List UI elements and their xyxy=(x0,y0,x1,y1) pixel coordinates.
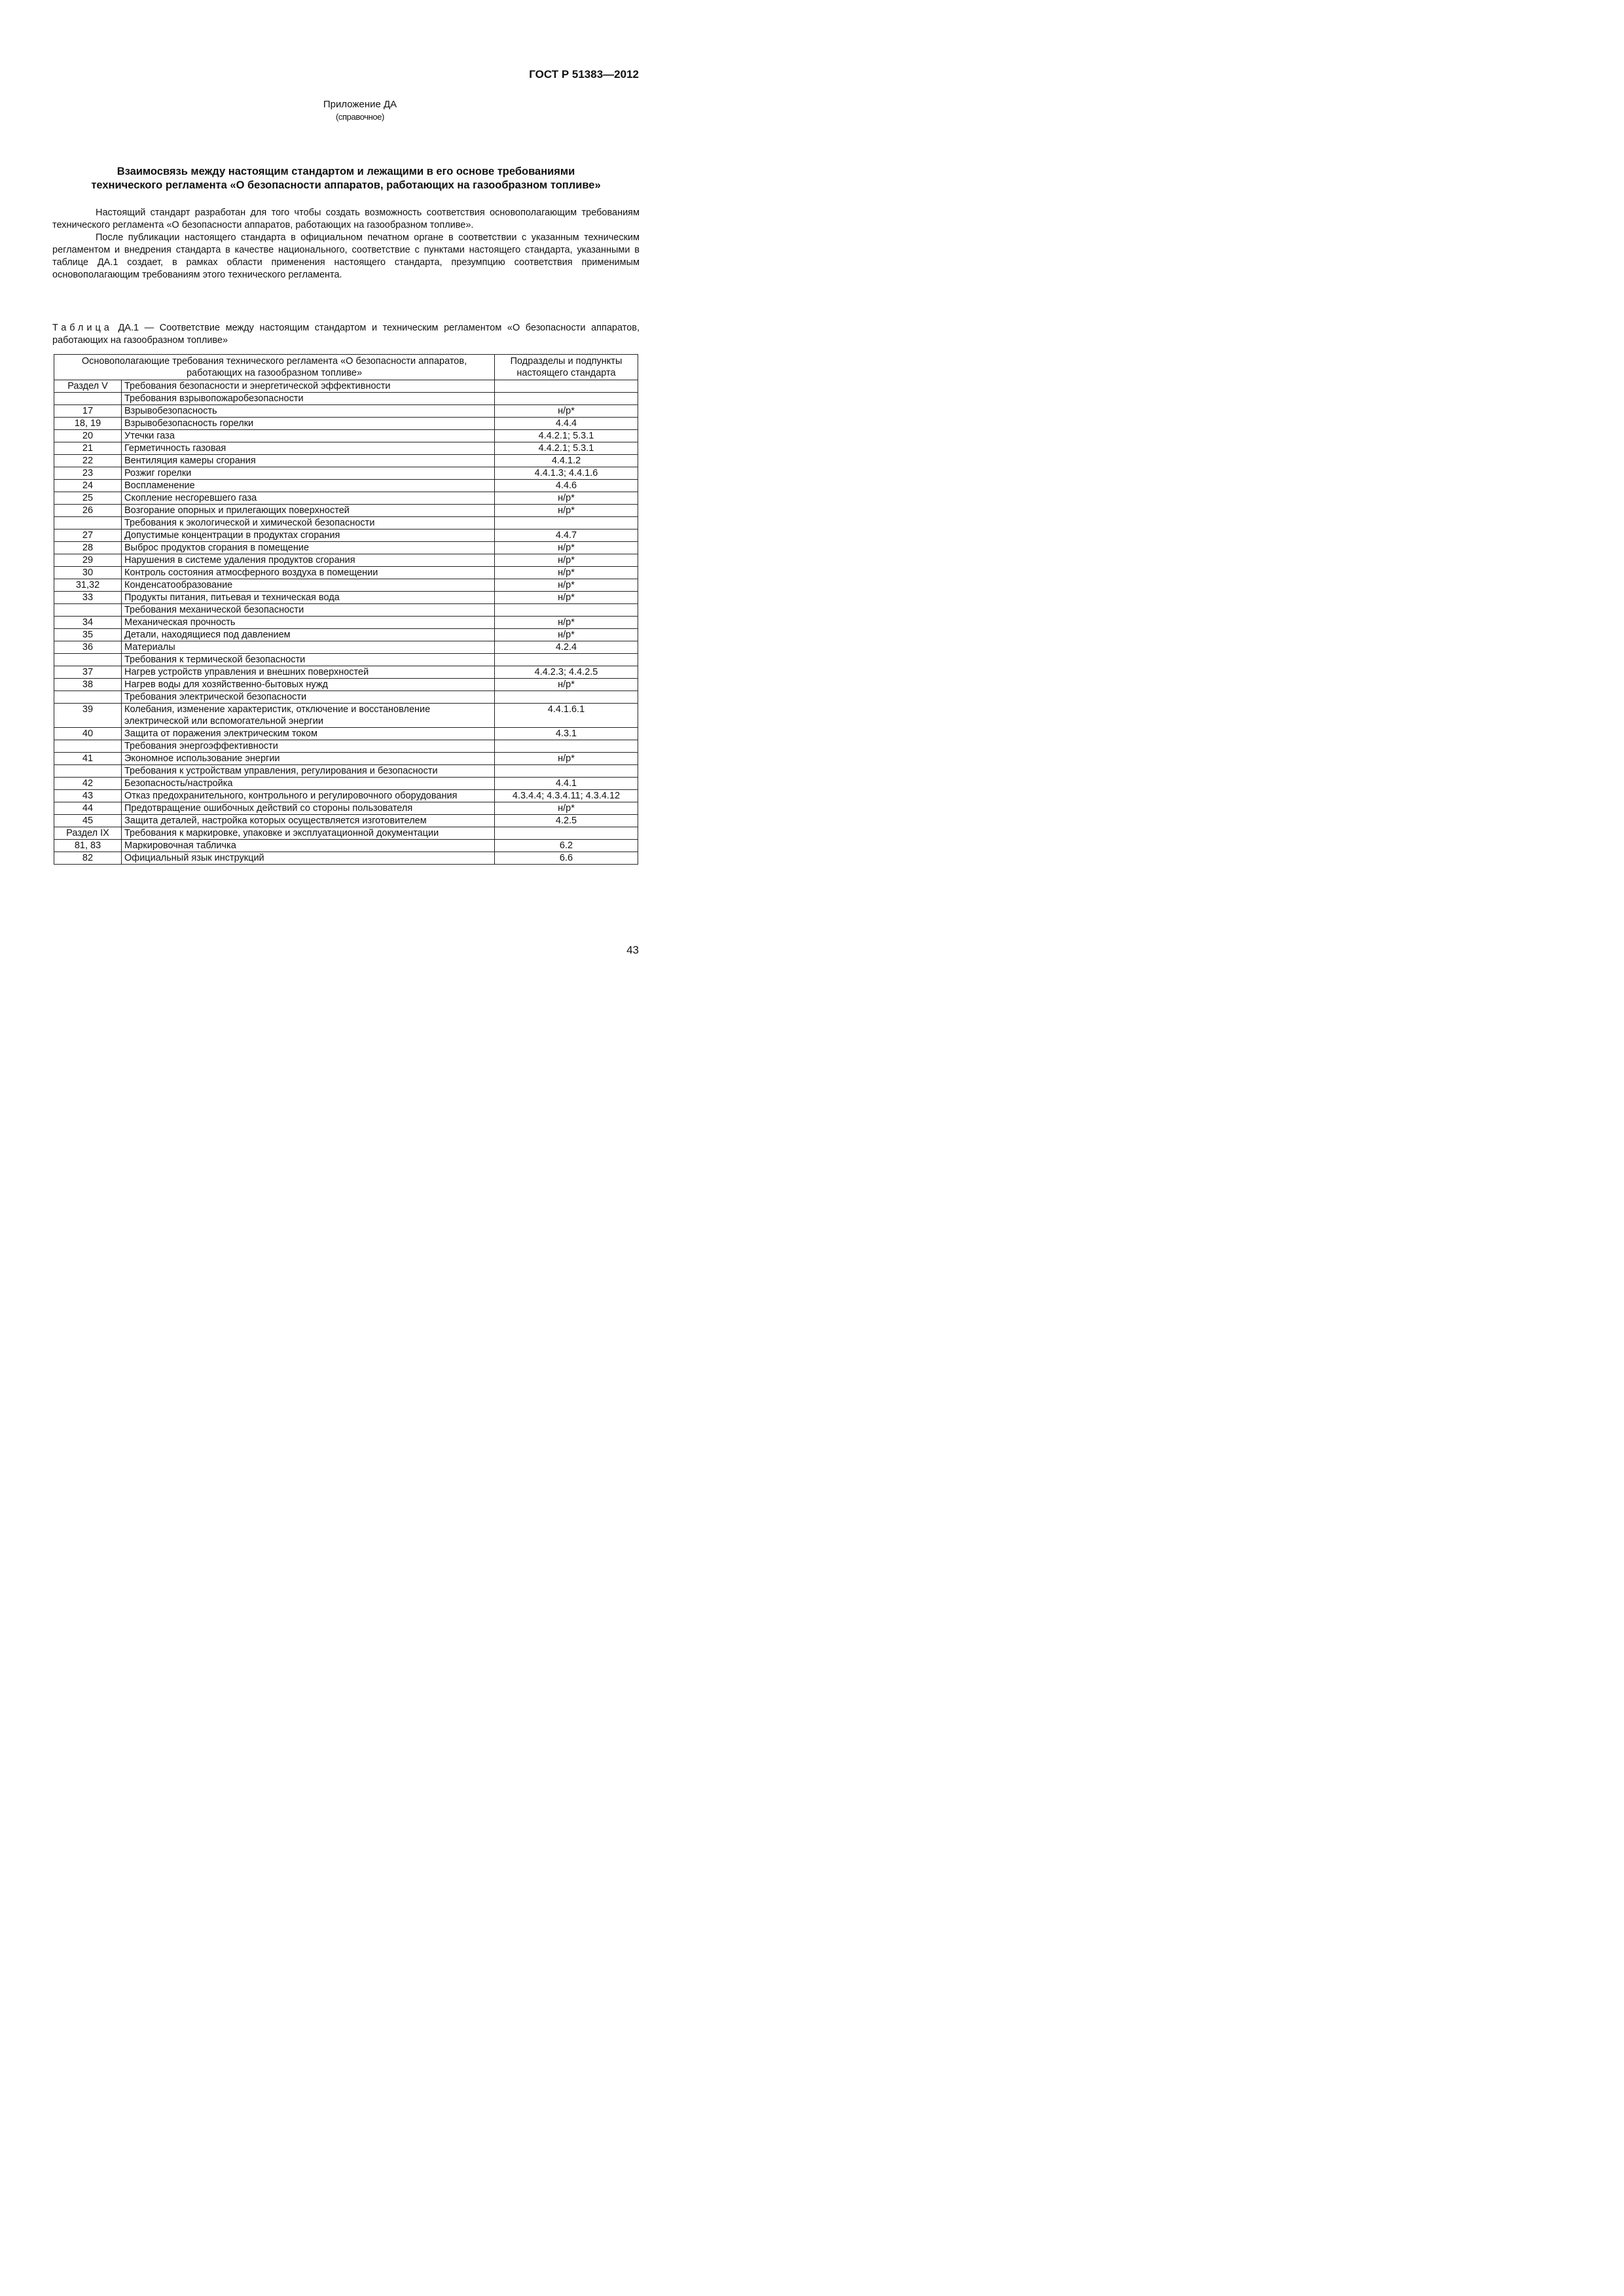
table-row xyxy=(54,542,638,554)
table-row xyxy=(54,579,638,592)
row-subsection: 4.4.4 xyxy=(495,418,638,430)
row-article: 41 xyxy=(54,753,122,765)
table-header-row xyxy=(54,355,638,380)
row-subsection: 4.2.5 xyxy=(495,815,638,827)
row-subsection xyxy=(495,765,638,778)
row-article xyxy=(54,604,122,617)
annex-title-block xyxy=(0,98,720,123)
row-requirement: Скопление несгоревшего газа xyxy=(122,492,495,505)
row-requirement: Допустимые концентрации в продуктах сгорания xyxy=(122,529,495,542)
row-requirement: Требования к маркировке, упаковке и эксплуатационной документации xyxy=(122,827,495,840)
row-article: Раздел V xyxy=(54,380,122,393)
table-row xyxy=(54,517,638,529)
table-row xyxy=(54,480,638,492)
row-subsection: н/р* xyxy=(495,753,638,765)
row-article xyxy=(54,393,122,405)
table-row xyxy=(54,430,638,442)
row-requirement: Требования механической безопасности xyxy=(122,604,495,617)
row-subsection: н/р* xyxy=(495,579,638,592)
row-article: 43 xyxy=(54,790,122,802)
row-subsection: н/р* xyxy=(495,542,638,554)
row-subsection xyxy=(495,393,638,405)
row-requirement: Розжиг горелки xyxy=(122,467,495,480)
table-row xyxy=(54,704,638,728)
row-requirement: Требования к термической безопасности xyxy=(122,654,495,666)
row-article: 17 xyxy=(54,405,122,418)
row-requirement: Вентиляция камеры сгорания xyxy=(122,455,495,467)
row-article: 37 xyxy=(54,666,122,679)
row-requirement: Взрывобезопасность xyxy=(122,405,495,418)
row-requirement: Официальный язык инструкций xyxy=(122,852,495,865)
body-text xyxy=(52,207,640,281)
row-article: 34 xyxy=(54,617,122,629)
table-row xyxy=(54,679,638,691)
row-requirement: Колебания, изменение характеристик, отключение и восстановление электрической или вспомогательной энергии xyxy=(122,704,495,728)
row-article: 33 xyxy=(54,592,122,604)
table-row xyxy=(54,629,638,641)
row-article: 21 xyxy=(54,442,122,455)
row-requirement: Нарушения в системе удаления продуктов сгорания xyxy=(122,554,495,567)
table-row xyxy=(54,442,638,455)
row-requirement: Воспламенение xyxy=(122,480,495,492)
row-article xyxy=(54,691,122,704)
row-subsection xyxy=(495,380,638,393)
row-requirement: Взрывобезопасность горелки xyxy=(122,418,495,430)
table-row xyxy=(54,567,638,579)
row-article: 39 xyxy=(54,704,122,728)
row-article: 26 xyxy=(54,505,122,517)
table-row xyxy=(54,654,638,666)
row-article: 38 xyxy=(54,679,122,691)
row-subsection: 4.4.2.1; 5.3.1 xyxy=(495,442,638,455)
table-row xyxy=(54,790,638,802)
row-article xyxy=(54,517,122,529)
row-article: 25 xyxy=(54,492,122,505)
row-subsection: 4.4.1.3; 4.4.1.6 xyxy=(495,467,638,480)
row-subsection: н/р* xyxy=(495,567,638,579)
row-article: 28 xyxy=(54,542,122,554)
row-article xyxy=(54,765,122,778)
table-caption xyxy=(52,322,640,347)
row-requirement: Защита от поражения электрическим током xyxy=(122,728,495,740)
annex-heading xyxy=(52,165,640,192)
row-requirement: Требования электрической безопасности xyxy=(122,691,495,704)
row-requirement: Предотвращение ошибочных действий со стороны пользователя xyxy=(122,802,495,815)
row-subsection: н/р* xyxy=(495,629,638,641)
row-subsection: н/р* xyxy=(495,802,638,815)
row-requirement: Материалы xyxy=(122,641,495,654)
row-article: 24 xyxy=(54,480,122,492)
table-row xyxy=(54,405,638,418)
row-subsection xyxy=(495,517,638,529)
row-subsection: 4.4.1.2 xyxy=(495,455,638,467)
row-article: 82 xyxy=(54,852,122,865)
row-subsection: 4.4.2.3; 4.4.2.5 xyxy=(495,666,638,679)
standard-designation: ГОСТ Р 51383—2012 xyxy=(529,68,639,81)
row-article xyxy=(54,740,122,753)
row-subsection: н/р* xyxy=(495,592,638,604)
row-subsection: 4.4.1.6.1 xyxy=(495,704,638,728)
row-article: 81, 83 xyxy=(54,840,122,852)
table-row xyxy=(54,728,638,740)
row-subsection: 4.4.1 xyxy=(495,778,638,790)
table-row xyxy=(54,617,638,629)
row-article: 40 xyxy=(54,728,122,740)
row-subsection: 6.6 xyxy=(495,852,638,865)
table-row xyxy=(54,802,638,815)
table-row xyxy=(54,554,638,567)
table-row xyxy=(54,592,638,604)
row-subsection: 6.2 xyxy=(495,840,638,852)
table-row xyxy=(54,691,638,704)
row-subsection: 4.4.7 xyxy=(495,529,638,542)
table-row xyxy=(54,852,638,865)
row-subsection: 4.2.4 xyxy=(495,641,638,654)
row-article xyxy=(54,654,122,666)
table-row xyxy=(54,505,638,517)
annex-heading-line-1: Взаимосвязь между настоящим стандартом и лежащими в его основе требованиями xyxy=(117,166,575,177)
row-article: 30 xyxy=(54,567,122,579)
table-caption-text: ДА.1 — Соответствие между настоящим стандартом и техническим регламентом «О безопасности аппаратов, работающих на газообразном топливе» xyxy=(52,323,640,346)
row-requirement: Экономное использование энергии xyxy=(122,753,495,765)
row-article: 31,32 xyxy=(54,579,122,592)
row-requirement: Контроль состояния атмосферного воздуха в помещении xyxy=(122,567,495,579)
row-requirement: Выброс продуктов сгорания в помещение xyxy=(122,542,495,554)
table-row xyxy=(54,393,638,405)
table-row xyxy=(54,604,638,617)
row-article: Раздел IX xyxy=(54,827,122,840)
table-row xyxy=(54,740,638,753)
table-row xyxy=(54,827,638,840)
annex-subtitle: (справочное) xyxy=(336,112,384,122)
row-requirement: Нагрев устройств управления и внешних поверхностей xyxy=(122,666,495,679)
row-article: 35 xyxy=(54,629,122,641)
row-article: 18, 19 xyxy=(54,418,122,430)
row-requirement: Требования к устройствам управления, регулирования и безопасности xyxy=(122,765,495,778)
row-subsection: н/р* xyxy=(495,554,638,567)
row-subsection: 4.3.1 xyxy=(495,728,638,740)
row-requirement: Герметичность газовая xyxy=(122,442,495,455)
row-requirement: Защита деталей, настройка которых осуществляется изготовителем xyxy=(122,815,495,827)
row-article: 36 xyxy=(54,641,122,654)
row-subsection: н/р* xyxy=(495,617,638,629)
table-row xyxy=(54,778,638,790)
row-requirement: Механическая прочность xyxy=(122,617,495,629)
table-body xyxy=(54,380,638,865)
row-requirement: Требования безопасности и энергетической эффективности xyxy=(122,380,495,393)
paragraph-1: Настоящий стандарт разработан для того чтобы создать возможность соответствия основополагающим требованиям технического регламента «О безопасности аппаратов, работающих на газообразном топливе». xyxy=(52,207,640,230)
row-requirement: Требования к экологической и химической безопасности xyxy=(122,517,495,529)
table-row xyxy=(54,840,638,852)
table-header-requirements: Основополагающие требования технического регламента «О безопасности аппаратов, работающих на газообразном топливе» xyxy=(54,355,495,380)
row-requirement: Нагрев воды для хозяйственно-бытовых нужд xyxy=(122,679,495,691)
row-subsection xyxy=(495,604,638,617)
table-caption-label: Таблица xyxy=(52,323,113,333)
table-row xyxy=(54,380,638,393)
row-requirement: Утечки газа xyxy=(122,430,495,442)
row-subsection: 4.4.6 xyxy=(495,480,638,492)
row-requirement: Маркировочная табличка xyxy=(122,840,495,852)
row-requirement: Безопасность/настройка xyxy=(122,778,495,790)
table-row xyxy=(54,492,638,505)
row-requirement: Продукты питания, питьевая и техническая вода xyxy=(122,592,495,604)
row-article: 42 xyxy=(54,778,122,790)
page-number: 43 xyxy=(626,944,639,956)
row-article: 45 xyxy=(54,815,122,827)
annex-heading-line-2: технического регламента «О безопасности аппаратов, работающих на газообразном топливе» xyxy=(91,179,601,191)
row-requirement: Требования взрывопожаробезопасности xyxy=(122,393,495,405)
row-subsection: н/р* xyxy=(495,505,638,517)
row-subsection: 4.4.2.1; 5.3.1 xyxy=(495,430,638,442)
table-row xyxy=(54,418,638,430)
row-subsection xyxy=(495,827,638,840)
table-row xyxy=(54,666,638,679)
row-subsection xyxy=(495,654,638,666)
table-row xyxy=(54,455,638,467)
row-requirement: Конденсатообразование xyxy=(122,579,495,592)
table-row xyxy=(54,765,638,778)
row-requirement: Отказ предохранительного, контрольного и регулировочного оборудования xyxy=(122,790,495,802)
table-row xyxy=(54,467,638,480)
row-subsection: н/р* xyxy=(495,405,638,418)
paragraph-2: После публикации настоящего стандарта в официальном печатном органе в соответствии с указанным техническим регламентом и внедрения стандарта в качестве национального, соответствие с пунктами настоящего стандарта, указанными в таблице ДА.1 создает, в рамках области применения настоящего стандарта, презумпцию соответствия применимым основополагающим требованиям этого технического регламента. xyxy=(52,232,640,280)
row-subsection: 4.3.4.4; 4.3.4.11; 4.3.4.12 xyxy=(495,790,638,802)
table-row xyxy=(54,641,638,654)
table-row xyxy=(54,815,638,827)
annex-title: Приложение ДА xyxy=(323,99,397,110)
row-requirement: Детали, находящиеся под давлением xyxy=(122,629,495,641)
row-article: 22 xyxy=(54,455,122,467)
row-subsection: н/р* xyxy=(495,679,638,691)
row-article: 29 xyxy=(54,554,122,567)
row-article: 27 xyxy=(54,529,122,542)
row-subsection: н/р* xyxy=(495,492,638,505)
row-subsection xyxy=(495,691,638,704)
row-article: 23 xyxy=(54,467,122,480)
table-row xyxy=(54,529,638,542)
table-header-subsections: Подразделы и подпункты настоящего стандарта xyxy=(495,355,638,380)
row-article: 44 xyxy=(54,802,122,815)
row-article: 20 xyxy=(54,430,122,442)
row-subsection xyxy=(495,740,638,753)
correspondence-table xyxy=(54,354,638,865)
row-requirement: Требования энергоэффективности xyxy=(122,740,495,753)
row-requirement: Возгорание опорных и прилегающих поверхностей xyxy=(122,505,495,517)
table-row xyxy=(54,753,638,765)
